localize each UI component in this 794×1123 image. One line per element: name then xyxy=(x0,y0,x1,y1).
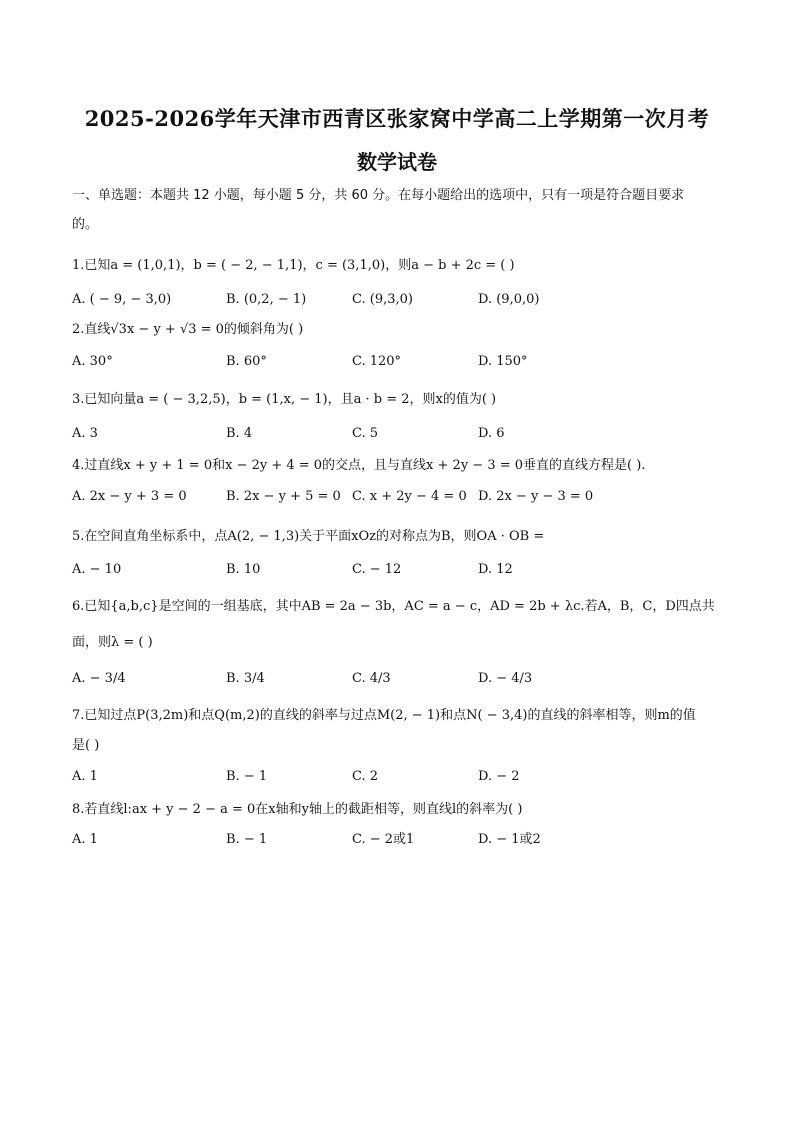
question-2-option-a[interactable]: A. 30° xyxy=(72,354,113,369)
section-instructions-line2: 的。 xyxy=(72,217,99,232)
question-4-option-c[interactable]: C. x + 2y − 4 = 0 xyxy=(352,489,467,504)
question-7-option-c[interactable]: C. 2 xyxy=(352,769,379,784)
question-4-option-a[interactable]: A. 2x − y + 3 = 0 xyxy=(72,489,187,504)
question-4-option-d[interactable]: D. 2x − y − 3 = 0 xyxy=(478,489,594,504)
question-6-stem-line1: 6.已知{a,b,c}是空间的一组基底，其中AB = 2a − 3b，AC = a − c，AD = 2b + λc.若A，B，C，D四点共 xyxy=(72,599,715,614)
question-4-option-b[interactable]: B. 2x − y + 5 = 0 xyxy=(226,489,341,504)
question-8-option-b[interactable]: B. − 1 xyxy=(226,832,268,847)
question-3-option-a[interactable]: A. 3 xyxy=(72,426,98,441)
question-1-stem: 1.已知a = (1,0,1)，b = ( − 2, − 1,1)，c = (3,1,0)，则a − b + 2c = ( ) xyxy=(72,258,515,273)
question-1-option-a[interactable]: A. ( − 9, − 3,0) xyxy=(72,292,172,307)
question-3-option-b[interactable]: B. 4 xyxy=(226,426,253,441)
question-1-option-d[interactable]: D. (9,0,0) xyxy=(478,292,540,307)
question-3-option-c[interactable]: C. 5 xyxy=(352,426,379,441)
question-6-option-b[interactable]: B. 3/4 xyxy=(226,671,265,686)
question-7-stem-line2: 是( ) xyxy=(72,738,100,753)
question-8-option-a[interactable]: A. 1 xyxy=(72,832,98,847)
question-8-option-c[interactable]: C. − 2或1 xyxy=(352,832,415,847)
question-1-option-b[interactable]: B. (0,2, − 1) xyxy=(226,292,307,307)
question-2-option-d[interactable]: D. 150° xyxy=(478,354,528,369)
question-2-stem: 2.直线√3x − y + √3 = 0的倾斜角为( ) xyxy=(72,322,304,337)
question-1-option-c[interactable]: C. (9,3,0) xyxy=(352,292,413,307)
question-6-stem-line2: 面，则λ = ( ) xyxy=(72,635,153,650)
question-7-option-b[interactable]: B. − 1 xyxy=(226,769,268,784)
question-6-option-a[interactable]: A. − 3/4 xyxy=(72,671,126,686)
question-5-option-c[interactable]: C. − 12 xyxy=(352,562,402,577)
exam-title: 2025-2026学年天津市西青区张家窝中学高二上学期第一次月考 xyxy=(84,106,710,131)
question-5-option-a[interactable]: A. − 10 xyxy=(72,562,122,577)
exam-subtitle: 数学试卷 xyxy=(357,150,437,174)
question-6-option-c[interactable]: C. 4/3 xyxy=(352,671,391,686)
question-2-option-b[interactable]: B. 60° xyxy=(226,354,267,369)
question-5-stem: 5.在空间直角坐标系中，点A(2, − 1,3)关于平面xOz的对称点为B，则OA · OB = xyxy=(72,529,545,544)
question-7-option-d[interactable]: D. − 2 xyxy=(478,769,520,784)
question-7-option-a[interactable]: A. 1 xyxy=(72,769,98,784)
question-5-option-b[interactable]: B. 10 xyxy=(226,562,261,577)
question-4-stem: 4.过直线x + y + 1 = 0和x − 2y + 4 = 0的交点，且与直线x + 2y − 3 = 0垂直的直线方程是( ). xyxy=(72,458,646,473)
question-7-stem-line1: 7.已知过点P(3,2m)和点Q(m,2)的直线的斜率与过点M(2, − 1)和点N( − 3,4)的直线的斜率相等，则m的值 xyxy=(72,708,696,723)
question-8-stem: 8.若直线l:ax + y − 2 − a = 0在x轴和y轴上的截距相等，则直线l的斜率为( ) xyxy=(72,802,523,817)
question-8-option-d[interactable]: D. − 1或2 xyxy=(478,832,541,847)
question-2-option-c[interactable]: C. 120° xyxy=(352,354,402,369)
question-6-option-d[interactable]: D. − 4/3 xyxy=(478,671,533,686)
question-3-stem: 3.已知向量a = ( − 3,2,5)，b = (1,x, − 1)，且a · b = 2，则x的值为( ) xyxy=(72,392,497,407)
section-instructions-line1: 一、单选题：本题共 12 小题，每小题 5 分，共 60 分。在每小题给出的选项中，只有一项是符合题目要求 xyxy=(72,188,685,203)
question-5-option-d[interactable]: D. 12 xyxy=(478,562,513,577)
question-3-option-d[interactable]: D. 6 xyxy=(478,426,505,441)
